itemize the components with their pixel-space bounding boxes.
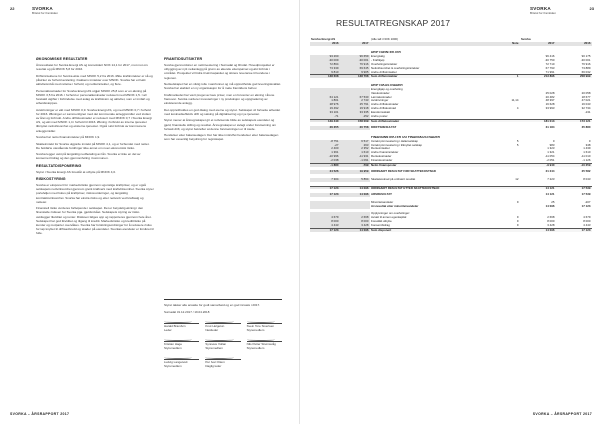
col-year: 2017 [362,41,369,45]
value-2016: -1 126 [582,158,591,162]
value-2017: 138 768 [340,75,370,78]
value-2017: -30 001 [340,59,370,63]
line-label: Andre finansinntekter [371,151,399,155]
value-2017: 25 028 [545,91,555,95]
note-ref [500,120,520,123]
spacer-row [310,78,592,82]
line-label: Konsernbidrag [371,223,390,227]
value-2017: 8 000 [547,220,555,224]
section-heading: ØKONOMISKE RESULTATER [36,57,88,61]
value-2016: 66 032 [581,70,591,74]
value-2017: 14 121 [545,193,555,197]
value-2016: 72 864 [310,63,340,67]
note-ref [500,170,520,174]
value-2017: 2 743 [340,99,370,103]
value-2016: 9 810 [310,71,340,75]
value-2016: 90 175 [581,55,591,59]
paragraph: Driftsinntektene for Svorka økte med MNOK 5,2 fra 2016. Økte kraftinntekter er så og påvirker av forhold avsløring i bakkens inntekter over MNOK. Svorka har et høkt aktivitetsnivå med rettelse i forhold, og nettleinntekter, og flere. [36,73,153,87]
value-2016: -71 [310,115,340,119]
table-row [310,74,592,78]
signer-name: Per Ivar Ottem [205,359,240,365]
col-year: 2016 [332,41,339,45]
value-2017: 5 864 [340,178,370,182]
value-2017: -9 940 [546,163,555,167]
footer-text: SVORKA – ÅRSRAPPORT 2017 [532,412,592,416]
line-label: Lønnskostnader [371,95,392,99]
paragraph: Skatteinntekt for Svorka utgjorde inntekt på MNOK 4,1, og er forbundet med nettet. De bokførte utestående fordringer ikke annet om noen økonomisk risiko. [36,141,150,150]
value-2016: 2 400 [310,147,340,151]
table-row [310,170,592,174]
signature [247,335,282,351]
value-2016 [310,205,340,209]
sign-date: Surnadal 31.12.2017 / 19.04.2018 [164,309,210,314]
paragraph: Svorka legger vekt på langsiktig nedbetaling av lån. Svorka er ikke en del av konsernet bidrag og den gjennomføring i kommunen. [36,152,141,161]
left-footer [10,412,290,416]
value-2017: 2 352 [340,147,370,151]
line-label: Opplysninger om overføringer: [371,212,411,216]
note-ref: 12 [515,177,519,181]
value-2017: 67 530 [340,96,370,100]
value-2016: -8 751 [310,140,340,144]
signature [205,317,240,333]
value-2017: 14 096 [340,193,370,197]
value-2017: -30 750 [544,59,555,63]
value-2016: 7 304 [310,178,340,182]
value-2016: 17 123 [310,187,340,190]
value-2016: 28 976 [310,103,340,107]
value-2017: 19 918 [340,107,370,111]
handwritten-signature [164,317,199,323]
table-row [310,115,592,119]
note-ref: 5 [516,143,519,147]
paragraph: Årsresultatet for Svorka Energi AS og konsolidert NOK 14,1 for 2017, mot mot ors resultat og på MNOK 5,8 for 2016. [36,63,148,72]
handwritten-signature [205,317,240,323]
col-note: Note [512,41,519,45]
signer-role: Nestleder [205,328,219,333]
value-2016: -10 259 [580,163,591,167]
note-ref: 9 [516,220,519,224]
note-ref [500,115,520,119]
value-2016: -10 996 [310,155,340,159]
value-2017: 2 668 [340,216,370,220]
value-2017: 6 517 [340,140,370,144]
value-2017: 31 184 [545,126,555,130]
value-2016: 73 889 [581,66,591,70]
note-ref [500,71,520,75]
value-2017: 67 793 [545,66,555,70]
brand-name: SVORKA [530,6,551,11]
line-label: Minoritetsandeler [371,200,394,204]
value-2017: -152 [340,115,370,119]
signature [164,353,199,369]
section-title: DRIFTSKOSTNADER [371,84,403,88]
note-ref [500,193,520,197]
handwritten-signature [164,353,199,359]
value-2016: 18 677 [581,95,591,99]
handwritten-signature [164,335,199,341]
signer-name: Knut Helgetun [205,323,240,329]
value-2016: 4 443 [583,223,591,227]
line-label: Finanskostnader [371,158,393,162]
section-heading: FRAMTIDSUTSIKTER [164,57,203,61]
value-2016: 1 439 [583,147,591,151]
value-2017: 33 993 [545,107,555,111]
line-label: Renteinntekter [371,147,390,151]
value-2017: 33 335 [340,111,370,115]
value-2016: 47 021 [581,99,591,103]
value-2016: 1 610 [583,151,591,155]
value-2017: 7 223 [547,177,555,181]
table-header-row [310,42,592,46]
left-header [10,6,58,16]
section-heading: RISIKOSTYRING [36,176,66,181]
note-ref [500,205,520,209]
table-row [310,224,592,228]
value-2016: -1 880 [310,164,340,167]
value-2017: 71 991 [545,70,555,74]
page-title: RESULTATREGNSKAP 2017 [336,18,451,28]
value-2016: 24 526 [310,170,340,174]
value-2017: 14 121 [545,186,555,190]
value-2016: 4 679 [310,216,340,220]
table-row [310,228,592,232]
brand-tagline: Bristol for framtiden [530,11,557,15]
value-2017: 3 428 [547,223,555,227]
value-2017: 69 645 [340,67,370,71]
value-2017: 1 323 [547,147,555,151]
value-2017: 76 916 [340,63,370,67]
value-2017 [520,115,556,119]
value-2016: -11 010 [580,155,591,159]
line-label: Energisalg [371,55,385,59]
value-2017: 96 659 [340,55,370,59]
line-label: Rentekostnader [371,155,392,159]
value-2017: 213 896 [544,75,555,79]
line-label: Nettvirksomhet & overføringsinntekter [371,66,420,70]
note-ref [500,187,520,190]
value-2016: 76 916 [581,62,591,66]
value-2017: 1 610 [340,151,370,155]
value-2016: 17 123 [581,204,591,208]
signer-name: Kristian Hage [164,341,199,347]
signature [247,317,282,333]
paragraph: Styret i Svorka Energi AS foreslår at utbytte på MNOK 4,0. [36,169,116,174]
value-2017: 263 [340,144,370,148]
table-row [310,193,592,197]
signatures-grid [164,317,282,369]
spacer-row [310,130,592,134]
paragraph: Finansiell risiko vurderes fortløpende i selskapet. Det er betydelig økning i den finansielle risikoen for Svorka pga. gjeldsnivået. Selskapets styring av risiko vektlegger likviditet og renter. Risikoen følges opp og rapporteres gjennom hele året. Selskapet har god likviditet og tilgang til kreditt. Markedsrisiko og kredittrisiko på kunder og motparter overvåkes. Svorka har forsikringsordninger for å redusere risiko for tap knyttet til driftsavbrudd og skader på eiendeler. Svorkas eiendeler er forsikret til fulle. [36,206,154,236]
value-2017: -11 054 [544,155,555,159]
line-label: ÅRSRESULTAT [371,193,392,197]
col-year: 2017 [548,41,555,45]
paragraph: Svorka gjennomfører en nettinvestering i Surnadal og Rindal. Hovedprosjektet er utbygging av nytt nettanlegg på grunn av økende etterspørsel og økt forbruk i området. Prosjektet vil bidra til økt kapasitet og sikrere leveranse til kundene i regionen. [164,63,275,80]
line-label: Energikjøp og overføring [371,87,403,91]
value-2016: 173 121 [580,119,591,123]
value-2016: 93 260 [310,55,340,59]
line-label: Inntekt på investering i datterselskap [371,139,418,143]
value-2016: 1 361 [310,151,340,155]
value-2016: 4 443 [310,224,340,228]
value-2017: 158 009 [340,120,370,123]
company-label: Svorka Energi AS [311,38,336,41]
line-label: Årsresultat etter minoritetsandeler [371,204,419,208]
line-label: Inntekt på investering i tilknyttet selskap [371,143,422,147]
value-2016: 208 999 [580,75,591,79]
line-label: Sum driftskostnader [371,119,400,123]
value-2016: -27 [310,144,340,148]
table-row [310,205,592,209]
value-2016: 0 [588,139,591,143]
signer-role: Styremedlem [246,346,265,351]
value-2016: 16 043 [581,103,591,107]
handwritten-signature [205,335,240,341]
signer-role: Daglig leder [205,364,222,369]
value-2017: 20 482 [545,95,555,99]
value-2017: 25 [551,200,555,204]
handwritten-signature [247,317,282,323]
paragraph: Nettselskapet har en viktig rolle i samfunnet og må opprettholde god leveringskvalitet. Svorka har etablert en ny organisasjon for å møte framtidens behov. [164,82,282,91]
value-2017: 8 000 [340,220,370,224]
table-row [310,126,592,130]
signature [164,317,199,333]
signer-role: Styremedlem [205,346,223,351]
signature [205,353,240,369]
paragraph: Personalkostnader for Svorka Energi AS utgjør MNOK 25,8 som er en økning på MNOK 3,5 fra 2016. I forhold er personalkostnader redusert med MNOK 1,5. I all forekald utgifter i forbindelse med avlag av kraftstrøm og aktivitet, som er innført og arbeidsstoppes. [36,88,150,106]
value-2017: -11 931 [340,155,370,159]
value-2016: 26 355 [310,126,340,130]
paragraph: Hendelser etter balansedagen: Det har ikke inntruffet hendelser etter balansedagen som har vesentlig betydning for regnskapet. [164,133,279,142]
value-2016: 149 440 [310,120,340,123]
text-column-1 [36,54,154,238]
value-2017: 20 758 [340,126,370,130]
signature [205,335,240,351]
note-ref [500,229,520,232]
table-row [310,163,592,167]
value-2017: 48 397 [545,99,555,103]
value-2016: 8 000 [583,220,591,224]
value-2016: 17 539 [581,193,591,197]
value-2017: -799 [340,164,370,167]
line-label: Eiendomsskatt [371,110,390,114]
value-2016: 64 121 [310,96,340,100]
table-row [310,119,592,123]
value-2016 [556,115,592,119]
value-2017: 3 428 [340,224,370,228]
paragraph: Kraftmarkedet har vært preget av lave priser, men en forventer en økning i årene framover. Svorka vurderer investeringer i ny produksjon og oppgradering av eksisterende anlegg. [164,92,275,106]
value-2016: 4 679 [583,216,591,220]
line-label: ORDINÆRT RESULTAT ETTER SKATTEKOSTNAD [371,186,440,190]
value-2016: 8 000 [310,220,340,224]
signer-name: Harald Brandvin [164,323,199,329]
line-label: - Kraftkjøp [371,59,385,63]
right-header [530,6,594,16]
value-2016: -30 001 [580,59,591,63]
value-2016: 17 539 [581,186,591,190]
value-2017: 14 096 [340,187,370,190]
value-2017: 21 244 [545,170,555,174]
value-2016: 19 492 [310,107,340,111]
signer-name: Synnøve Vollan [205,341,240,347]
page-number: 22 [10,6,15,11]
line-label: Andre poster [371,114,388,118]
value-2017: 181 013 [544,119,555,123]
line-label: Avsatt til annen egenkapital [371,216,407,220]
handwritten-signature [247,335,282,341]
line-label: Avskrivninger [371,99,389,103]
value-2017: 2 668 [547,216,555,220]
value-2017: -1 091 [340,159,370,163]
value-2016: -30 009 [310,59,340,63]
note-ref [500,164,520,167]
handwritten-signature [205,353,240,359]
right-footer [310,412,592,416]
signer-name: Ludvig Langetveit [164,359,199,365]
value-2016: -207 [584,200,591,204]
value-2017: 72 710 [545,62,555,66]
value-2017: 25 791 [340,103,370,107]
note-ref: 1 [516,75,519,79]
divider [164,299,282,300]
value-2016: 138 608 [310,75,340,78]
note-ref [500,126,520,130]
value-2017: -2 051 [546,158,555,162]
value-2016: 33 101 [310,111,340,115]
value-2017: 14 096 [545,204,555,208]
table-row [310,178,592,182]
line-label: Skattekostnad på ordinært resultat [371,177,416,181]
value-2016: 35 880 [581,126,591,130]
value-2016: 32 734 [581,107,591,111]
signature [164,335,199,351]
signature-block [164,296,282,368]
value-2017 [340,205,370,209]
col-year: 2016 [584,41,591,45]
line-label: Andre driftskostnad [371,107,396,111]
value-2016: 73 339 [310,67,340,71]
value-2016: -131 [584,110,591,114]
units-label: (Alle tall i NOK 1000) [371,38,398,41]
section-heading: RESULTATDISPONERING [36,163,82,168]
note-ref: 9 [516,216,519,220]
line-label: Andre driftskostnader [371,103,399,107]
value-2016: 20 058 [581,91,591,95]
value-2017: 9 905 [340,71,370,75]
value-2017: 14 096 [545,228,555,232]
table-row [310,71,592,75]
value-2016: 25 582 [581,170,591,174]
value-2017: 19 959 [340,170,370,174]
note-ref: 11,14 [511,99,519,103]
signer-name: Svein Tore Sivertsen [247,323,282,329]
text-column-2 [164,54,282,144]
table-row [310,186,592,190]
value-2016: 17 123 [581,228,591,232]
signer-role: Styremedlem [164,364,182,369]
paragraph: Det opprettholdes en god dialog med eierne og styret. Selskapet vil fortsette arbeidet med kostnadseffektiv drift og satsing på digitalisering og nye tjenester. [164,107,281,116]
line-label: Sum driftsinntekter [371,75,398,79]
note-ref: 4 [516,107,519,111]
signer-role: Leder [164,328,172,333]
line-label: DRIFTSRESULTAT [371,126,397,130]
paragraph: Svorka har netto finansinntekter på MNOK 1,9. [36,135,101,140]
signer-name: Nils Petter Strømsvåg [247,341,282,347]
footer-text: SVORKA – ÅRSRAPPORT 2017 [10,412,70,416]
page-number: 23 [589,6,594,11]
note-ref: 9 [516,223,519,227]
value-2017: 16 628 [545,103,555,107]
paragraph: Svorka er eksponert for markedsrisiko gjennom ugunstige kraftpriser, og er også selskapets nettvirksomhet gjennom grønt kraftverk med kraftvirksomhet. Svorka styrer porteføljen med fokus på kraftpriser, risikovurderinger, og langsiktig kontraktsvirksomhet. Svorka har ekstra risiko og etter nettverk ved kraftsalg og netteier. [36,183,154,204]
value-2016: 17 123 [310,193,340,197]
note-ref: 5 [516,139,519,143]
brand-name: SVORKA [32,6,53,11]
section-title: FINANSINNTEKTER OG FINANSKOSTNADER [371,135,440,139]
value-2016: 8 043 [583,177,591,181]
value-2017: 0 [552,139,555,143]
table-row [310,159,592,163]
line-label: Overføringsinntekter [371,62,398,66]
line-label: Foreslått utbytte [371,220,392,224]
value-2017: 96 416 [545,55,555,59]
value-2017: 1 321 [547,151,555,155]
note-ref [500,159,520,163]
value-2016: 348 [585,143,591,147]
line-label: Varekostnader [371,91,390,95]
value-2016: -2 038 [310,159,340,163]
value-2016: 17 123 [310,229,340,232]
table-body [310,46,592,232]
signer-role: Styremedlem [246,328,265,333]
right-page [300,0,600,424]
income-statement-table [310,38,592,232]
line-label: ORDINÆRT RESULTAT FØR SKATTEKOSTNAD [371,170,436,174]
section-title: DRIFTSINNTEKTER [371,51,401,55]
signer-role: Styremedlem [164,346,182,351]
brand-tagline: Bristol for framtiden [32,11,59,15]
paragraph: Styret mener at årsregnskapet gir et rettvisende bilde av selskapets eiendeler og gjeld, finansielle stilling og resultat. Årsregnskapet er avlagt under forutsetning om fortsatt drift, og styret bekrefter at denne forutsetningen er til stede. [164,118,277,131]
spacer-row [310,46,592,50]
line-label: Sum disponert [371,228,392,232]
note-ref: 9 [516,200,519,204]
value-2017: 983 [549,143,555,147]
value-2016: 1 801 [310,99,340,103]
line-label: Andre driftsinntekter [371,70,397,74]
sign-intro: Styret takker alle ansatte for godt samarbeid og en god innsats i 2017. [164,303,261,307]
line-label: Netto finansposter [371,163,397,167]
group-label: Svorka [521,38,531,41]
paragraph: Avskrivninger er økt med MNOK 0,9. Svorka Energi AS, og med MNOK 0,7 i forhold for 2016. Økningen er sammenlignet med det kommunale anleggsmidler ved slutten av året og forbrukt. Andre driftskostnader er redusert med MNOK 0,7 i Svorka Energi AS, og økt med MNOK 1,4 i forhold til 2016. Økning i forbrukt av interne tjenester tilknyttet nettvirksomhet og eksterne tjenester. Også i økt forbruk av kommunens anleggsmidler. [36,107,152,133]
value-2017: 14 096 [340,229,370,232]
